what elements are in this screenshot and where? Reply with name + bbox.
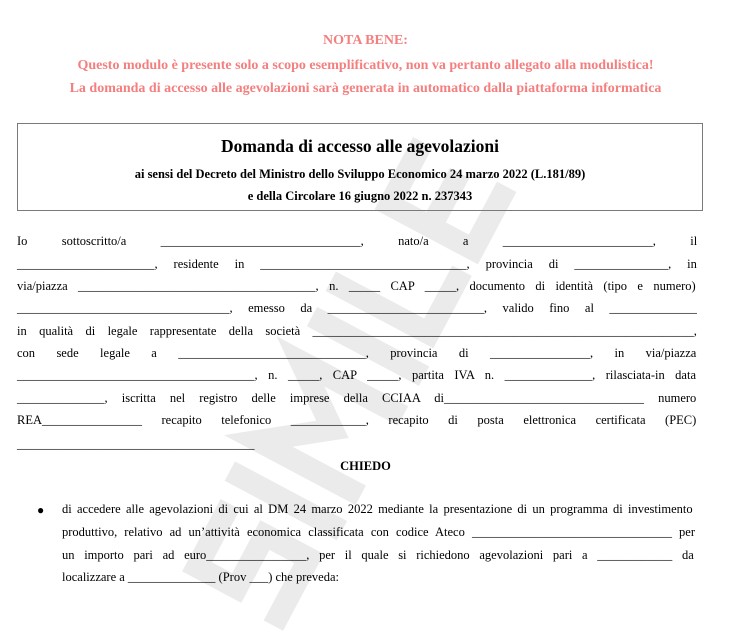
bullet-line: produttivo, relativo ad un’attività economica classificata con codice Ateco ________________________________ per	[62, 525, 695, 539]
document-title: Domanda di accesso alle agevolazioni	[220, 136, 500, 156]
form-line: via/piazza ______________________________________, n. _____ CAP _____, documento di identità (tipo e numero)	[17, 279, 696, 293]
form-line: ______________________________________	[17, 437, 255, 451]
form-line: __________________________________, emesso da _________________________, valido fino al ______________	[17, 301, 697, 315]
bullet-line: di accedere alle agevolazioni di cui al DM 24 marzo 2022 mediante la presentazione di un programma di investimento	[62, 502, 693, 516]
document-subtitle-1: ai sensi del Decreto del Ministro dello Sviluppo Economico 24 marzo 2022 (L.181/89)	[134, 167, 586, 181]
notice-line-2: La domanda di accesso alle agevolazioni sarà generata in automatico dalla piattaforma informatica	[69, 81, 662, 96]
bullet-line: localizzare a ______________ (Prov ___) che preveda:	[62, 570, 339, 584]
notice-title: NOTA BENE:	[323, 33, 408, 48]
form-line: ______________, iscritta nel registro delle imprese della CCIAA di________________________________ numero	[17, 391, 697, 405]
form-line: ______________________, residente in _________________________________, provincia di _______________, in	[17, 257, 697, 271]
section-heading-chiedo: CHIEDO	[340, 459, 391, 473]
form-line: ______________________________________, n. _____, CAP _____, partita IVA n. ______________, rilasciata-in data	[17, 368, 696, 382]
notice-line-1: Questo modulo è presente solo a scopo esemplificativo, non va pertanto allegato alla modulistica!	[77, 58, 654, 73]
form-line: Io sottoscritto/a ________________________________, nato/a a ________________________, il	[17, 234, 698, 248]
bullet-line: un importo pari ad euro________________, per il quale si richiedono agevolazioni pari a ____________ da	[62, 548, 694, 562]
form-line: REA________________ recapito telefonico ____________, recapito di posta elettronica certificata (PEC)	[17, 413, 697, 427]
form-line: con sede legale a ______________________________, provincia di ________________, in via/piazza	[17, 346, 697, 360]
bullet-icon: ●	[37, 503, 45, 517]
document-subtitle-2: e della Circolare 16 giugno 2022 n. 237343	[247, 189, 473, 203]
header-box	[17, 123, 703, 211]
form-line: in qualità di legale rappresentate della società _____________________________________________________________,	[17, 324, 697, 338]
